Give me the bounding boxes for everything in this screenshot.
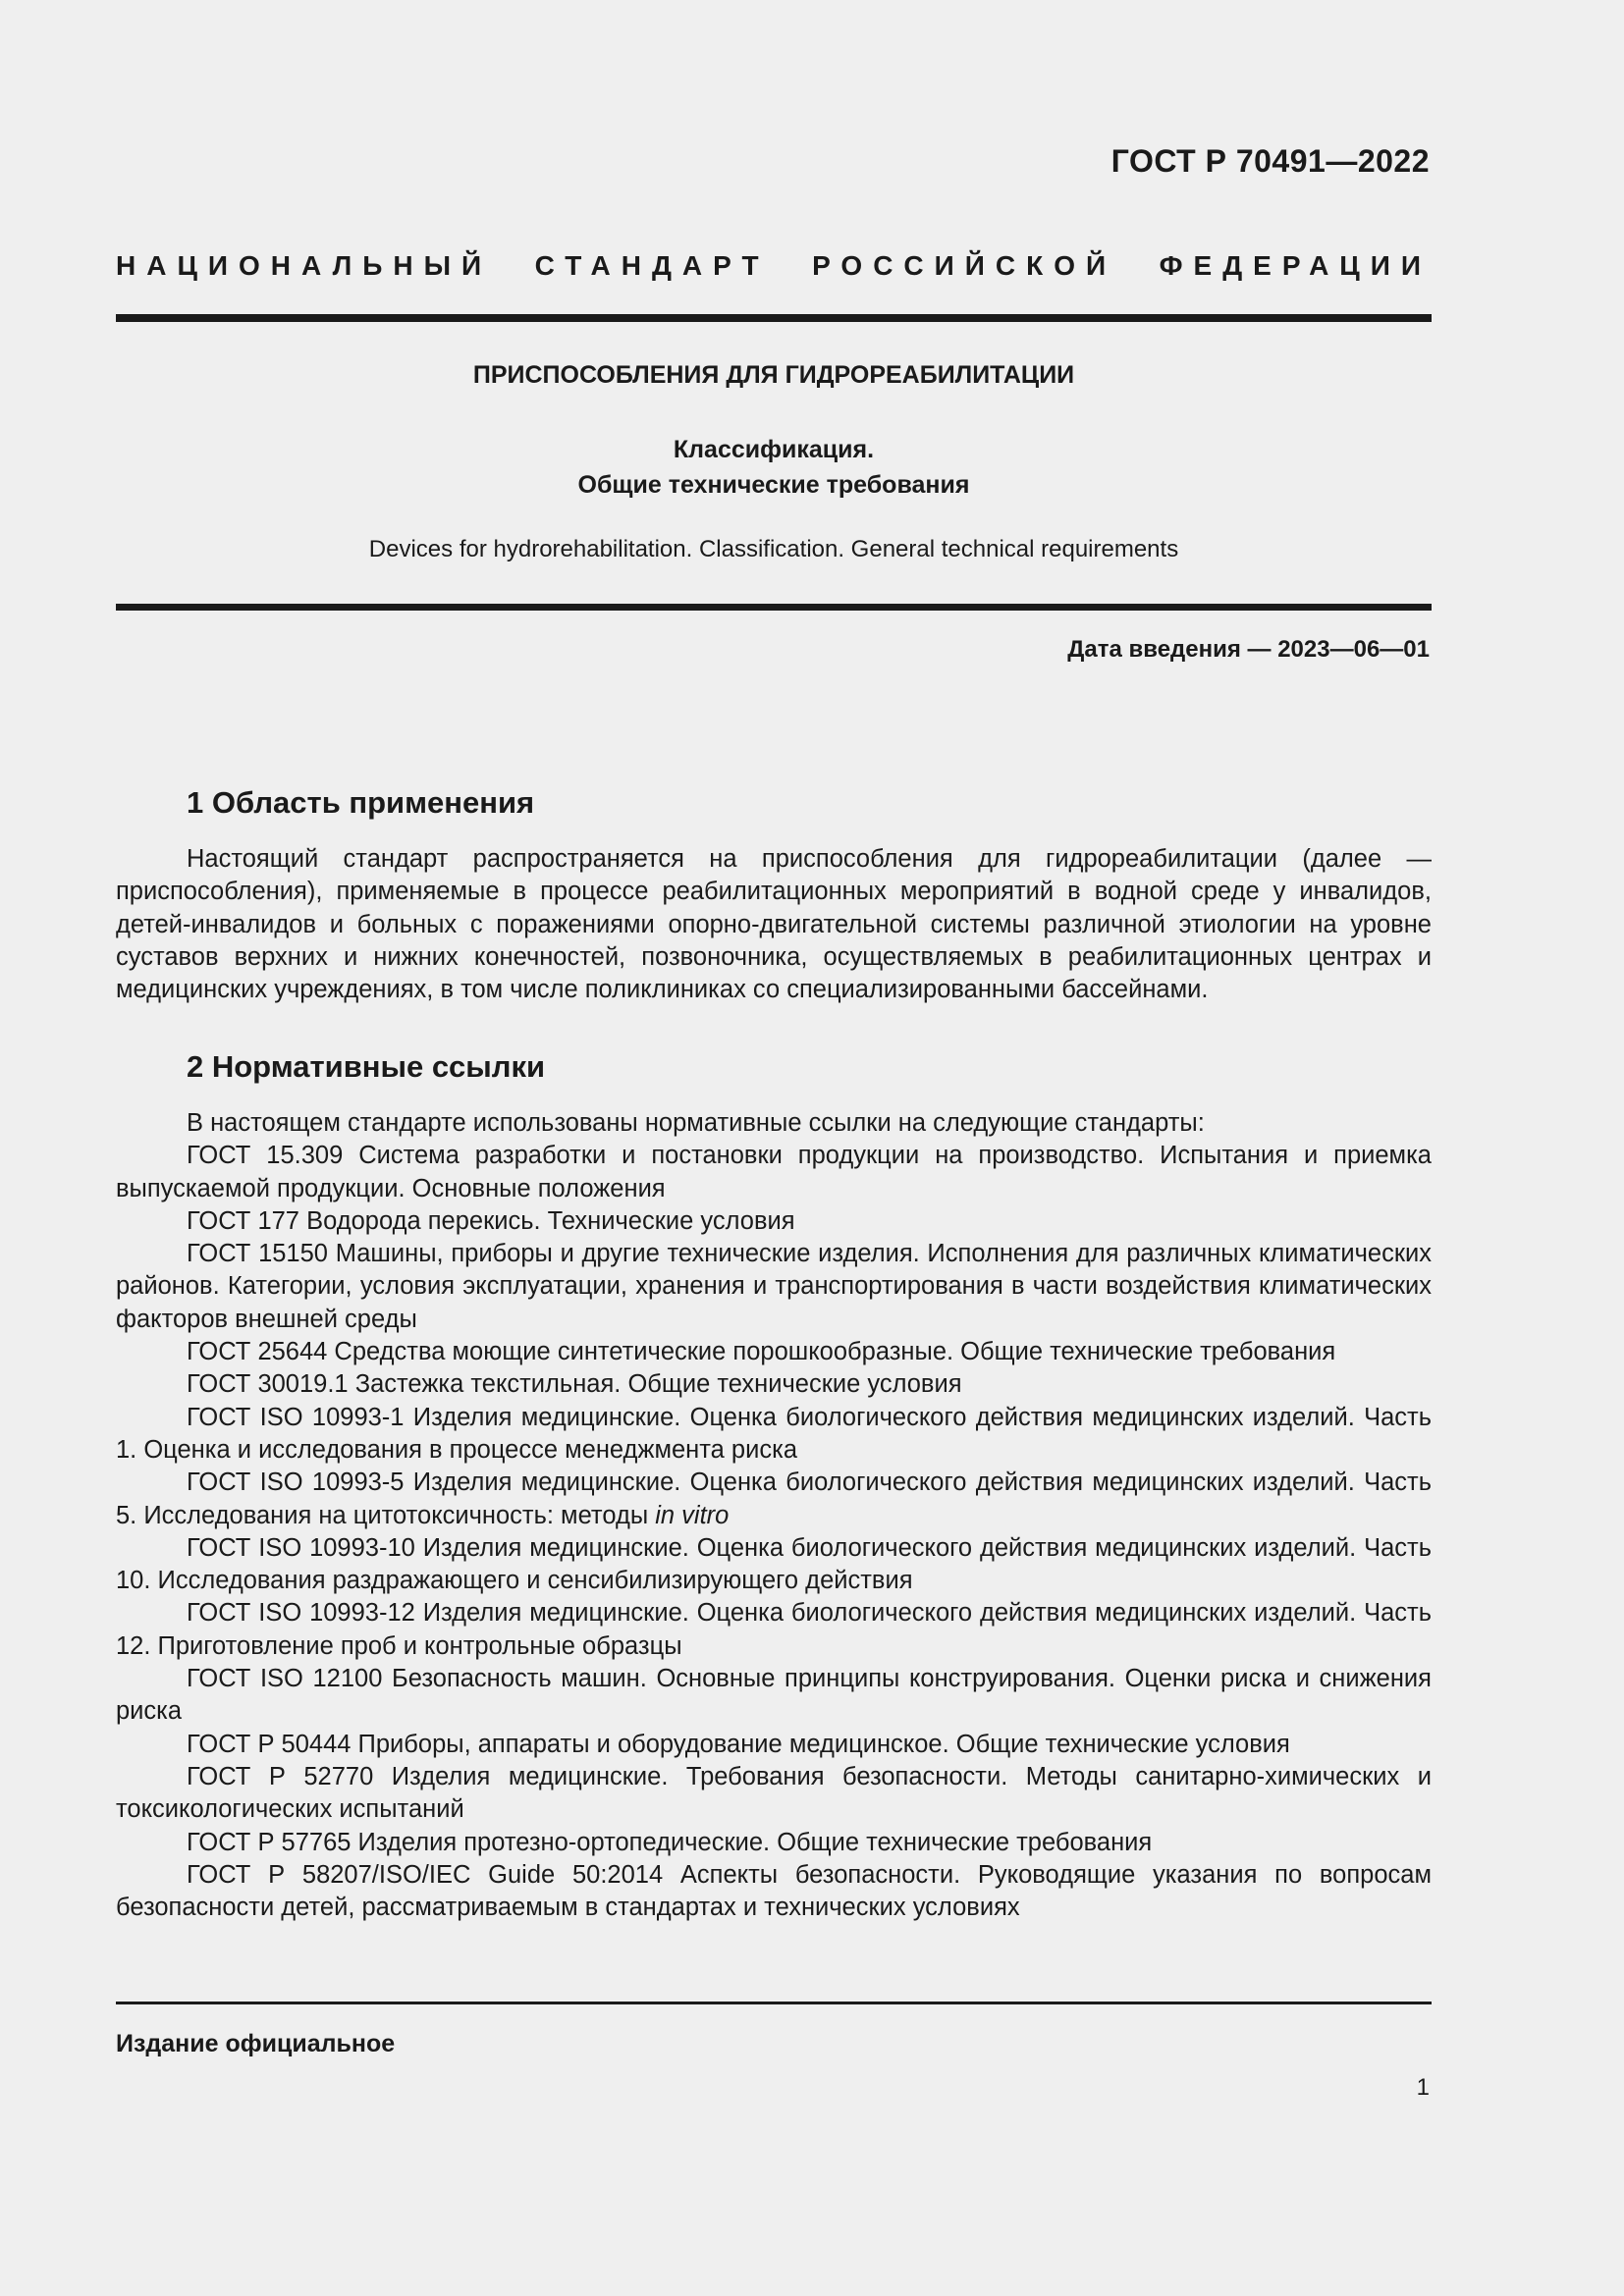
reference-item: ГОСТ Р 57765 Изделия протезно-ортопедические. Общие технические требования (187, 1828, 1153, 1856)
subtitle-line-1: Классификация. (673, 436, 875, 463)
footer-rule (116, 2002, 1432, 2004)
gost-number: ГОСТ Р 70491—2022 (1110, 143, 1430, 179)
reference-italic-term: in vitro (655, 1501, 730, 1529)
reference-item: ГОСТ Р 52770 Изделия медицинские. Требования безопасности. Методы санитарно-химических и токсикологических испытаний (116, 1762, 1432, 1824)
reference-item: ГОСТ Р 50444 Приборы, аппараты и оборудование медицинское. Общие технические условия (187, 1730, 1290, 1758)
section-1-body (116, 843, 1432, 1006)
english-title: Devices for hydrorehabilitation. Classification. General technical requirements (368, 536, 1179, 562)
reference-item: ГОСТ 25644 Средства моющие синтетические порошкообразные. Общие технические требования (187, 1338, 1336, 1366)
official-edition-label: Издание официальное (116, 2030, 396, 2057)
document-title: ПРИСПОСОБЛЕНИЯ ДЛЯ ГИДРОРЕАБИЛИТАЦИИ (472, 361, 1075, 389)
reference-item: ГОСТ ISO 12100 Безопасность машин. Основные принципы конструирования. Оценки риска и снижения риска (116, 1665, 1432, 1726)
national-standard-banner: НАЦИОНАЛЬНЫЙ СТАНДАРТ РОССИЙСКОЙ ФЕДЕРАЦИИ (116, 250, 1432, 281)
section-1-paragraph: Настоящий стандарт распространяется на приспособления для гидрореабилитации (далее — приспособления), применяемые в процессе реабилитационных мероприятий в водной среде у инвалидов, детей-инвалидов и больных с поражениями опорно-двигательной системы различной этиологии на уровне суставов верхних и нижних конечностей, позвоночника, осуществляемых в реабилитационных центрах и медицинских учреждениях, в том числе поликлиниках со специализированными бассейнами. (116, 845, 1432, 1004)
page-number: 1 (1416, 2074, 1430, 2101)
reference-text: ГОСТ ISO 10993-5 Изделия медицинские. Оценка биологического действия медицинских изделий. Часть 5. Исследования на цитотоксичность: методы (116, 1468, 1432, 1529)
section-1-heading: 1 Область применения (187, 785, 535, 820)
reference-item: ГОСТ Р 58207/ISO/IEC Guide 50:2014 Аспекты безопасности. Руководящие указания по вопросам безопасности детей, рассматриваемым в стандартах и технических условиях (116, 1860, 1432, 1922)
reference-item: ГОСТ 177 Водорода перекись. Технические условия (187, 1206, 795, 1235)
section-2-heading: 2 Нормативные ссылки (187, 1049, 546, 1084)
top-rule (116, 314, 1432, 322)
section-2-body (116, 1107, 1432, 1924)
document-subtitle (116, 432, 1432, 503)
title-rule (116, 604, 1432, 611)
reference-item: ГОСТ ISO 10993-10 Изделия медицинские. Оценка биологического действия медицинских изделий. Часть 10. Исследования раздражающего и сенсибилизирующего действия (116, 1533, 1432, 1595)
reference-item (116, 1467, 1432, 1532)
subtitle-line-2: Общие технические требования (577, 471, 970, 499)
reference-item: ГОСТ 15150 Машины, приборы и другие технические изделия. Исполнения для различных климатических районов. Категории, условия эксплуатации, хранения и транспортирования в части воздействия климатических факторов внешней среды (116, 1240, 1432, 1333)
reference-item: ГОСТ ISO 10993-12 Изделия медицинские. Оценка биологического действия медицинских изделий. Часть 12. Приготовление проб и контрольные образцы (116, 1599, 1432, 1660)
reference-item: ГОСТ ISO 10993-1 Изделия медицинские. Оценка биологического действия медицинских изделий. Часть 1. Оценка и исследования в процессе менеджмента риска (116, 1403, 1432, 1464)
reference-item: ГОСТ 30019.1 Застежка текстильная. Общие технические условия (187, 1370, 962, 1399)
date-of-introduction: Дата введения — 2023—06—01 (1067, 636, 1430, 663)
section-2-intro: В настоящем стандарте использованы нормативные ссылки на следующие стандарты: (187, 1109, 1205, 1137)
reference-item: ГОСТ 15.309 Система разработки и постановки продукции на производство. Испытания и приемка выпускаемой продукции. Основные положения (116, 1142, 1432, 1202)
